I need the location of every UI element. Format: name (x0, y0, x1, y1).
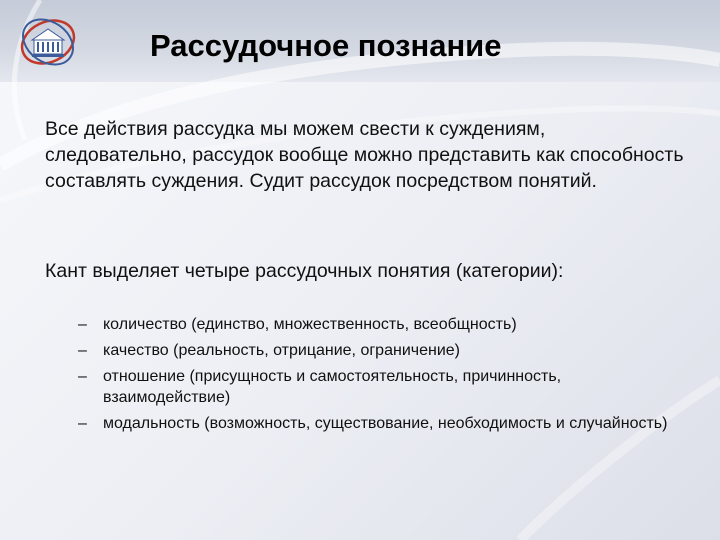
list-item-text: модальность (возможность, существование, необходимость и случайность) (103, 415, 668, 432)
bullet-dash: – (78, 368, 87, 385)
list-item-text: количество (единство, множественность, всеобщность) (103, 316, 517, 333)
list-item (78, 366, 688, 408)
university-building-logo-icon (18, 12, 78, 72)
bullet-dash: – (78, 342, 87, 359)
list-item (78, 413, 688, 434)
bullet-dash: – (78, 415, 87, 432)
categories-list (78, 314, 688, 439)
list-item (78, 314, 688, 335)
bullet-dash: – (78, 316, 87, 333)
list-item (78, 340, 688, 361)
slide-title: Рассудочное познание (150, 28, 502, 63)
list-item-text: отношение (присущность и самостоятельность, причинность, взаимодействие) (103, 368, 562, 406)
list-item-text: качество (реальность, отрицание, ограничение) (103, 342, 460, 359)
categories-paragraph: Кант выделяет четыре рассудочных понятия (категории): (45, 260, 564, 282)
intro-paragraph: Все действия рассудка мы можем свести к суждениям, следовательно, рассудок вообще можно представить как способность составлять суждения. Судит рассудок посредством понятий. (45, 118, 684, 192)
